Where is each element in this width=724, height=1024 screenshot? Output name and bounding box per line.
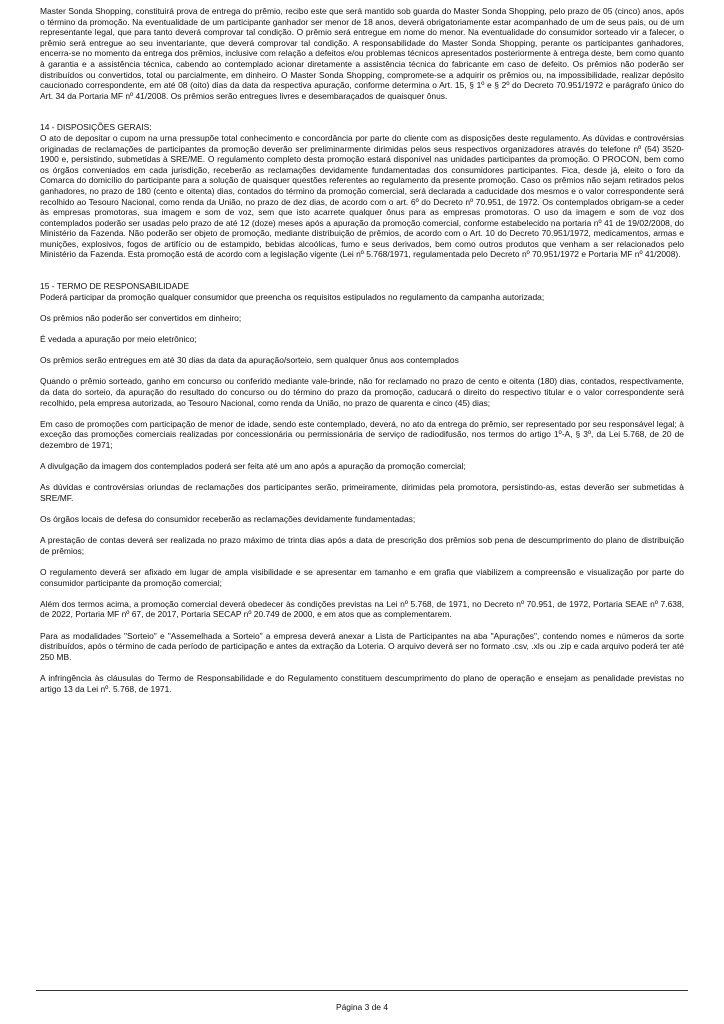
- section-15-paragraph: Para as modalidades "Sorteio" e "Assemelhada a Sorteio" a empresa deverá anexar a Lista de Participantes na aba "Apurações", contendo nomes e números da sorte distribuídos, após o término de cada período de participação e antes da extração da Loteria. O arquivo deverá ser no formato .csv, .xls ou .zip e cada arquivo poderá ter até 250 MB.: [40, 630, 684, 662]
- section-15-paragraph: Além dos termos acima, a promoção comercial deverá obedecer às condições previstas na Lei nº 5.768, de 1971, no Decreto nº 70.951, de 1972, Portaria SEAE nº 7.638, de 2022, Portaria MF nº 67, de 2017, Portaria SECAP nº 20.749 de 2000, e em atos que as complementarem.: [40, 598, 684, 620]
- footer-divider: [36, 990, 688, 991]
- section-15-paragraph: O regulamento deverá ser afixado em lugar de ampla visibilidade e se apresentar em tamanho e em grafia que viabilizem a compreensão e visualização por parte do consumidor participante da promoção comercial;: [40, 567, 684, 588]
- section-15-paragraph: Em caso de promoções com participação de menor de idade, sendo este contemplado, deverá, no ato da entrega do prêmio, ser representado por seu responsável legal; à exceção das promoções comerciais realizadas por concessionária ou permissionária de serviço de radiodifusão, nos termos do artigo 1º-A, § 3º, da Lei 5.768, de 20 de dezembro de 1971;: [40, 418, 684, 450]
- section-14-heading: 14 - DISPOSIÇÕES GERAIS:: [40, 122, 152, 133]
- section-15-paragraph: As dúvidas e controvérsias oriundas de reclamações dos participantes serão, primeiramente, dirimidas pela promotora, persistindo-as, estas deverão ser submetidas à SRE/MF.: [40, 482, 684, 503]
- section-15-paragraph: A prestação de contas deverá ser realizada no prazo máximo de trinta dias após a data de prescrição dos prêmios sob pena de descumprimento do plano de distribuição de prêmios;: [40, 535, 684, 556]
- intro-paragraph: Master Sonda Shopping, constituirá prova de entrega do prêmio, recibo este que será mantido sob guarda do Master Sonda Shopping, pelo prazo de 05 (cinco) anos, após o término da promoção. Na eventualidade de um participante ganhador ser menor de 18 anos, deverá obrigatoriamente estar acompanhado de um de seus pais, ou de um representante legal, que para tanto deverá comprovar tal condição. O prêmio será entregue em nome do menor. Na eventualidade do consumidor sorteado vir a falecer, o prêmio será entregue ao seu inventariante, que deverá comprovar tal condição. A responsabilidade do Master Sonda Shopping, perante os participantes ganhadores, encerra-se no momento da entrega dos prêmios, inclusive com relação a defeitos e/ou problemas técnicos apresentados posteriormente à entrega deste, bem como quanto à garantia e a assistência técnica, cabendo ao contemplado acionar diretamente a assistência técnica do fabricante em caso de defeito. Os prêmios não poderão ser distribuídos ou convertidos, total ou parcialmente, em dinheiro. O Master Sonda Shopping, compromete-se a adquirir os prêmios ou, na impossibilidade, realizar depósito caucionado correspondente, em até 08 (oito) dias da data da respectiva apuração, conforme determina o Art. 15, § 1º e § 2º do Decreto 70.951/1972 e parágrafo único do Art. 34 da Portaria MF nº 41/2008. Os prêmios serão entregues livres e desembaraçados de quaisquer ônus.: [40, 6, 684, 101]
- section-15-lead: Poderá participar da promoção qualquer consumidor que preencha os requisitos estipulados no regulamento da campanha autorizada;: [40, 291, 545, 302]
- section-15-paragraph: É vedada a apuração por meio eletrônico;: [40, 334, 197, 345]
- section-15-paragraph: A infringência às cláusulas do Termo de Responsabilidade e do Regulamento constituem descumprimento do plano de operação e ensejam as penalidade previstas no artigo 13 da Lei nº. 5.768, de 1971.: [40, 673, 684, 694]
- document-body: [40, 6, 684, 694]
- page-number: Página 3 de 4: [335, 1002, 389, 1012]
- section-15-paragraph: Os prêmios serão entregues em até 30 dias da data da apuração/sorteio, sem qualquer ônus aos contemplados: [40, 355, 459, 366]
- section-15-heading: 15 - TERMO DE RESPONSABILIDADE: [40, 281, 189, 292]
- section-14-body: O ato de depositar o cupom na urna pressupõe total conhecimento e concordância por parte do cliente com as disposições deste regulamento. As dúvidas e controvérsias originadas de reclamações de participantes da promoção deverão ser preliminarmente dirimidas pelos seus respectivos organizadores através do telefone nº (54) 3520-1900 e, persistindo, submetidas à SRE/ME. O regulamento completo desta promoção estará disponível nas unidades participantes da promoção. O PROCON, bem como os órgãos conveniados em cada jurisdição, receberão as reclamações devidamente fundamentadas dos consumidores participantes. Fica, desde já, eleito o foro da Comarca do domicílio do participante para a solução de quaisquer questões referentes ao regulamento da presente promoção. Caso os prêmios não sejam retirados pelos ganhadores, no prazo de 180 (cento e oitenta) dias, contados do término da promoção comercial, será declarada a caducidade dos mesmos e o valor correspondente será recolhido ao Tesouro Nacional, como renda da União, no prazo de dez dias, de acordo com o art. 6º do Decreto nº 70.951, de 1972. Os contemplados obrigam-se a ceder às empresas promotoras, sua imagem e som de voz, sem que isto acarrete qualquer ônus para as empresas promotoras. O uso da imagem e som de voz dos contemplados poderão ser usadas pelo prazo de até 12 (doze) meses após a apuração da promoção comercial, conforme estabelecido na portaria nº 41 de 19/02/2008, do Ministério da Fazenda. Não poderão ser objeto de promoção, mediante distribuição de prêmios, de acordo com o Art. 10 do Decreto 70.951/1972, medicamentos, armas e munições, explosivos, fogos de artifício ou de estampido, bebidas alcoólicas, fumo e seus derivados, bem como outros produtos que venham a ser relacionados pelo Ministério da Fazenda. Esta promoção está de acordo com a legislação vigente (Lei nº 5.768/1971, regulamentada pelo Decreto nº 70.951/1972 e Portaria MF nº 41/2008).: [40, 132, 684, 260]
- section-15-paragraph: A divulgação da imagem dos contemplados poderá ser feita até um ano após a apuração da promoção comercial;: [40, 461, 466, 472]
- section-15-paragraph: Quando o prêmio sorteado, ganho em concurso ou conferido mediante vale-brinde, não for reclamado no prazo de cento e oitenta (180) dias, contados, respectivamente, da data do sorteio, da apuração do resultado do concurso ou do término do prazo da promoção, caducará o direito do respectivo titular e o valor correspondente será recolhido, pela empresa autorizada, ao Tesouro Nacional, como renda da União, no prazo de quarenta e cinco (45) dias;: [40, 376, 684, 408]
- section-15-paragraph: Os prêmios não poderão ser convertidos em dinheiro;: [40, 312, 242, 323]
- section-15-paragraph: Os órgãos locais de defesa do consumidor receberão as reclamações devidamente fundamentadas;: [40, 514, 416, 525]
